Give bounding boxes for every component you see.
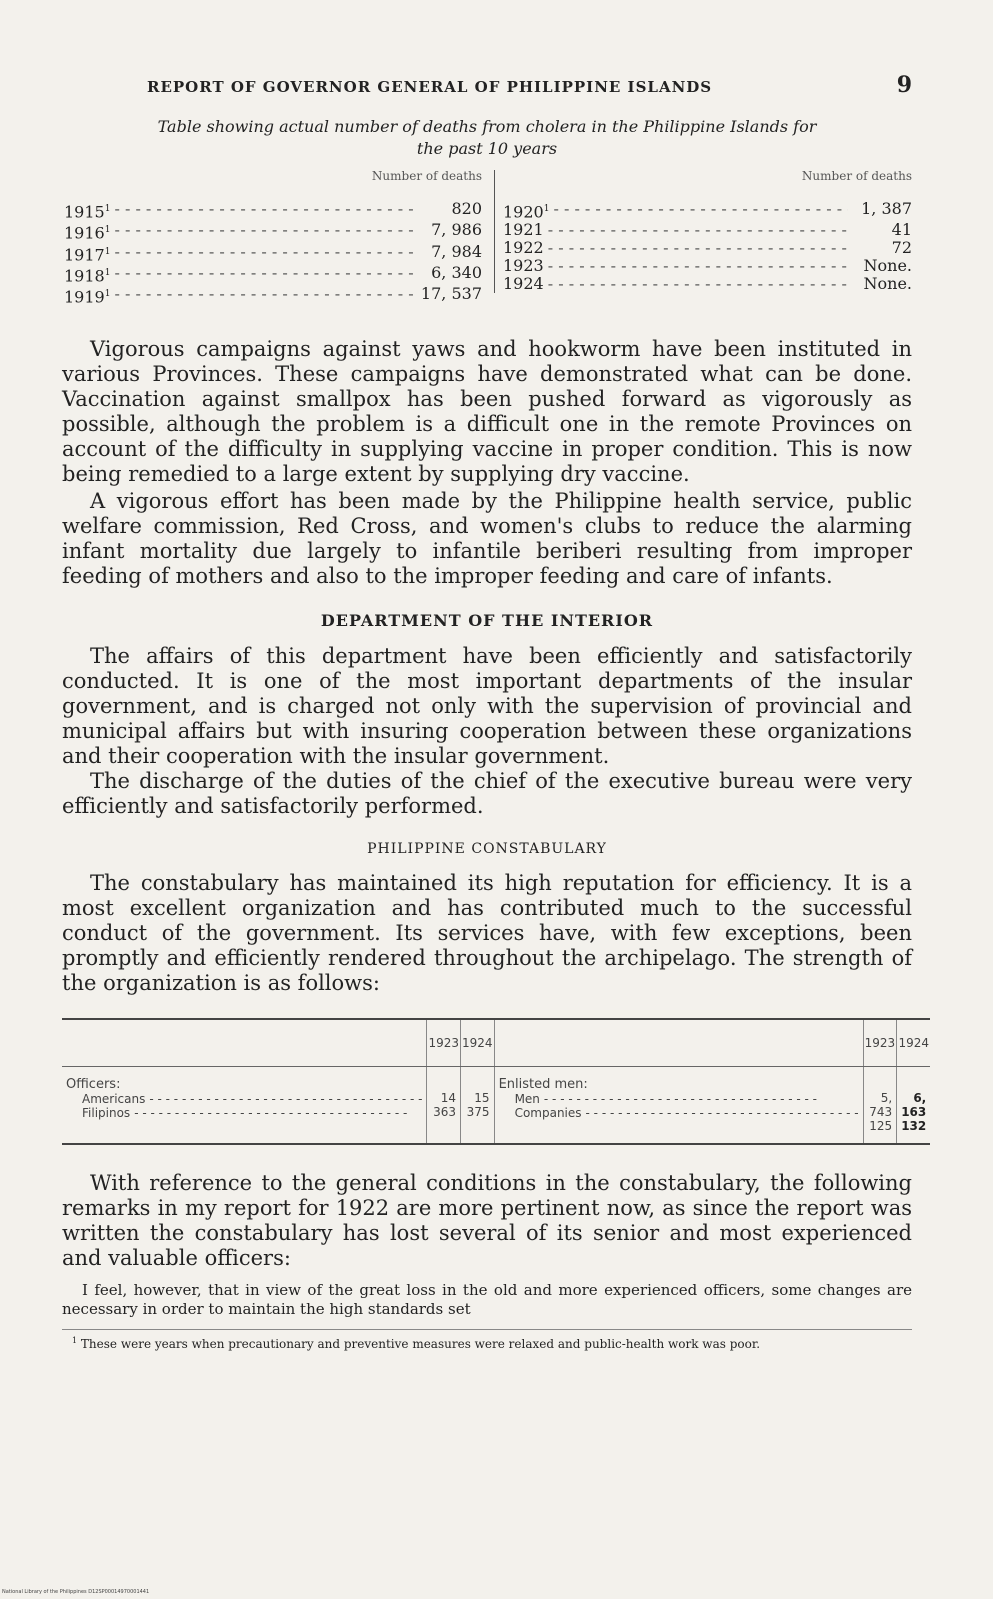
table-row [64,200,482,221]
americans-label: Americans [82,1092,146,1106]
footnote-mark: 1 [104,225,111,236]
paragraph-yaws-hookworm: Vigorous campaigns against yaws and hookworm have been instituted in various Provinces. These campaigns have demonstrated what can be done. Vaccination against smallpox has been pushed forward as vigorously as possible, although the problem is a difficult one in the remote Provinces on account of the difficulty in supplying vaccine in proper condition. This is now being remedied to a large extent by supplying dry vaccine. [62,337,912,486]
table-row [503,221,912,239]
death-count: 6, 340 [431,262,482,282]
table-row [64,243,482,264]
table-row [503,239,912,257]
death-count: 1, 387 [861,199,912,218]
death-count: 7, 986 [431,220,482,240]
cholera-deaths-table [62,170,912,315]
heading-constabulary: PHILIPPINE CONSTABULARY [367,841,607,857]
death-count: 17, 537 [420,284,482,304]
leader-dots [548,257,848,275]
table-row [64,221,482,242]
men-label: Men [514,1092,540,1106]
men-1924: 6, 163 [901,1091,927,1119]
year-label: 1919$^1$ [64,287,111,307]
year-label: 1920$^1$ [503,202,550,222]
year-label: 1924 [503,274,544,294]
companies-label: Companies [514,1106,582,1120]
americans-1923: 14 [440,1091,457,1105]
table-row [503,275,912,293]
caption-line-2: the past 10 years [416,139,558,158]
year-label: 1917$^1$ [64,244,111,264]
officers-labels [62,1067,427,1145]
year-label: 1916$^1$ [64,223,111,243]
header-title: REPORT OF GOVERNOR GENERAL OF PHILIPPINE ISLANDS [147,78,713,96]
americans-1924: 15 [474,1091,490,1105]
footnote-mark: 1 [543,204,550,214]
footnote-mark: 1 [72,1336,78,1345]
table-row [62,1067,930,1145]
filipinos-1924: 375 [466,1105,490,1119]
enlisted-label: Enlisted men: [498,1077,588,1092]
leader-dots [114,285,416,306]
leader-dots [548,221,848,239]
constabulary-strength-table [62,1018,930,1145]
death-count: 41 [891,220,912,240]
quoted-report-excerpt: I feel, however, that in view of the great loss in the old and more experienced officers, some changes are necessary in order to maintain the high standards set [62,1281,912,1318]
filipinos-1923: 363 [433,1105,457,1119]
year-label: 1915$^1$ [64,202,111,222]
paragraph-infant-mortality: A vigorous effort has been made by the Philippine health service, public welfare commission, Red Cross, and women's clubs to reduce the alarming infant mortality due largely to infantile beriberi resulting from improper feeding of mothers and also to the improper feeding and care of infants. [62,489,912,588]
leader-dots [548,275,848,293]
footnote-mark: 1 [104,204,111,214]
footnote-text: These were years when precautionary and preventive measures were relaxed and public-health work was poor. [80,1337,761,1351]
table-row [503,257,912,275]
column-1924: 1924 [897,1019,931,1067]
leader-dots [553,200,848,221]
running-header [62,70,912,110]
leader-dots [114,221,418,242]
men-1923: 5, 743 [869,1091,893,1119]
death-count: None. [863,274,912,294]
paragraph-general-conditions: With reference to the general conditions in the constabulary, the following remarks in my report for 1922 are more pertinent now, as since the report was written the constabulary has lost several of its senior and most experienced and valuable officers: [62,1171,912,1270]
leader-dots [114,264,418,285]
table-row [503,200,912,221]
page-number: 9 [896,72,912,98]
footnote-mark: 1 [104,267,111,278]
year-label: 1922 [503,238,544,258]
officers-label: Officers: [66,1077,121,1092]
leader-dots [114,200,418,221]
closing-section [62,1171,912,1319]
paragraph-executive-bureau: The discharge of the duties of the chief of the executive bureau were very efficiently and satisfactorily performed. [62,769,912,818]
year-label: 1923 [503,256,544,276]
column-header-deaths: Number of deaths [801,169,912,183]
heading-department-interior: DEPARTMENT OF THE INTERIOR [320,611,654,630]
enlisted-labels [494,1067,863,1145]
death-count: 72 [891,238,912,258]
column-header-deaths: Number of deaths [371,169,482,183]
column-1924: 1924 [461,1019,495,1067]
footnote-mark: 1 [104,289,111,300]
health-section [62,337,912,589]
column-1923: 1923 [427,1019,461,1067]
cholera-table-left-column [64,170,482,307]
table-row [64,264,482,285]
caption-line-1: Table showing actual number of deaths from cholera in the Philippine Islands for [157,117,817,136]
footnote-mark: 1 [104,246,111,257]
footnote [62,1329,912,1351]
cholera-table-caption [62,116,912,160]
filipinos-label: Filipinos [82,1106,131,1120]
year-label: 1918$^1$ [64,266,111,286]
companies-1923: 125 [869,1119,893,1133]
death-count: 820 [451,199,482,218]
paragraph-constabulary: The constabulary has maintained its high reputation for efficiency. It is a most excellent organization and has contributed much to the successful conduct of the government. Its services have, with few exceptions, been promptly and efficiently rendered throughout the archipelago. The strength of the organization is as follows: [62,871,912,995]
companies-1924: 132 [901,1119,927,1133]
death-count: None. [863,256,912,276]
cholera-table-right-column [494,170,912,293]
document-page [62,70,929,1351]
table-row [64,285,482,306]
scan-imprint: National Library of the Philippines D12SP00014970001441 [2,1589,150,1595]
paragraph-interior-affairs: The affairs of this department have been efficiently and satisfactorily conducted. It is one of the most important departments of the insular government, and is charged not only with the supervision of provincial and municipal affairs but with insuring cooperation between these organizations and their cooperation with the insular government. [62,644,912,768]
column-1923: 1923 [863,1019,897,1067]
leader-dots [548,239,848,257]
leader-dots [114,243,418,264]
death-count: 7, 984 [431,241,482,261]
year-label: 1921 [503,220,544,240]
